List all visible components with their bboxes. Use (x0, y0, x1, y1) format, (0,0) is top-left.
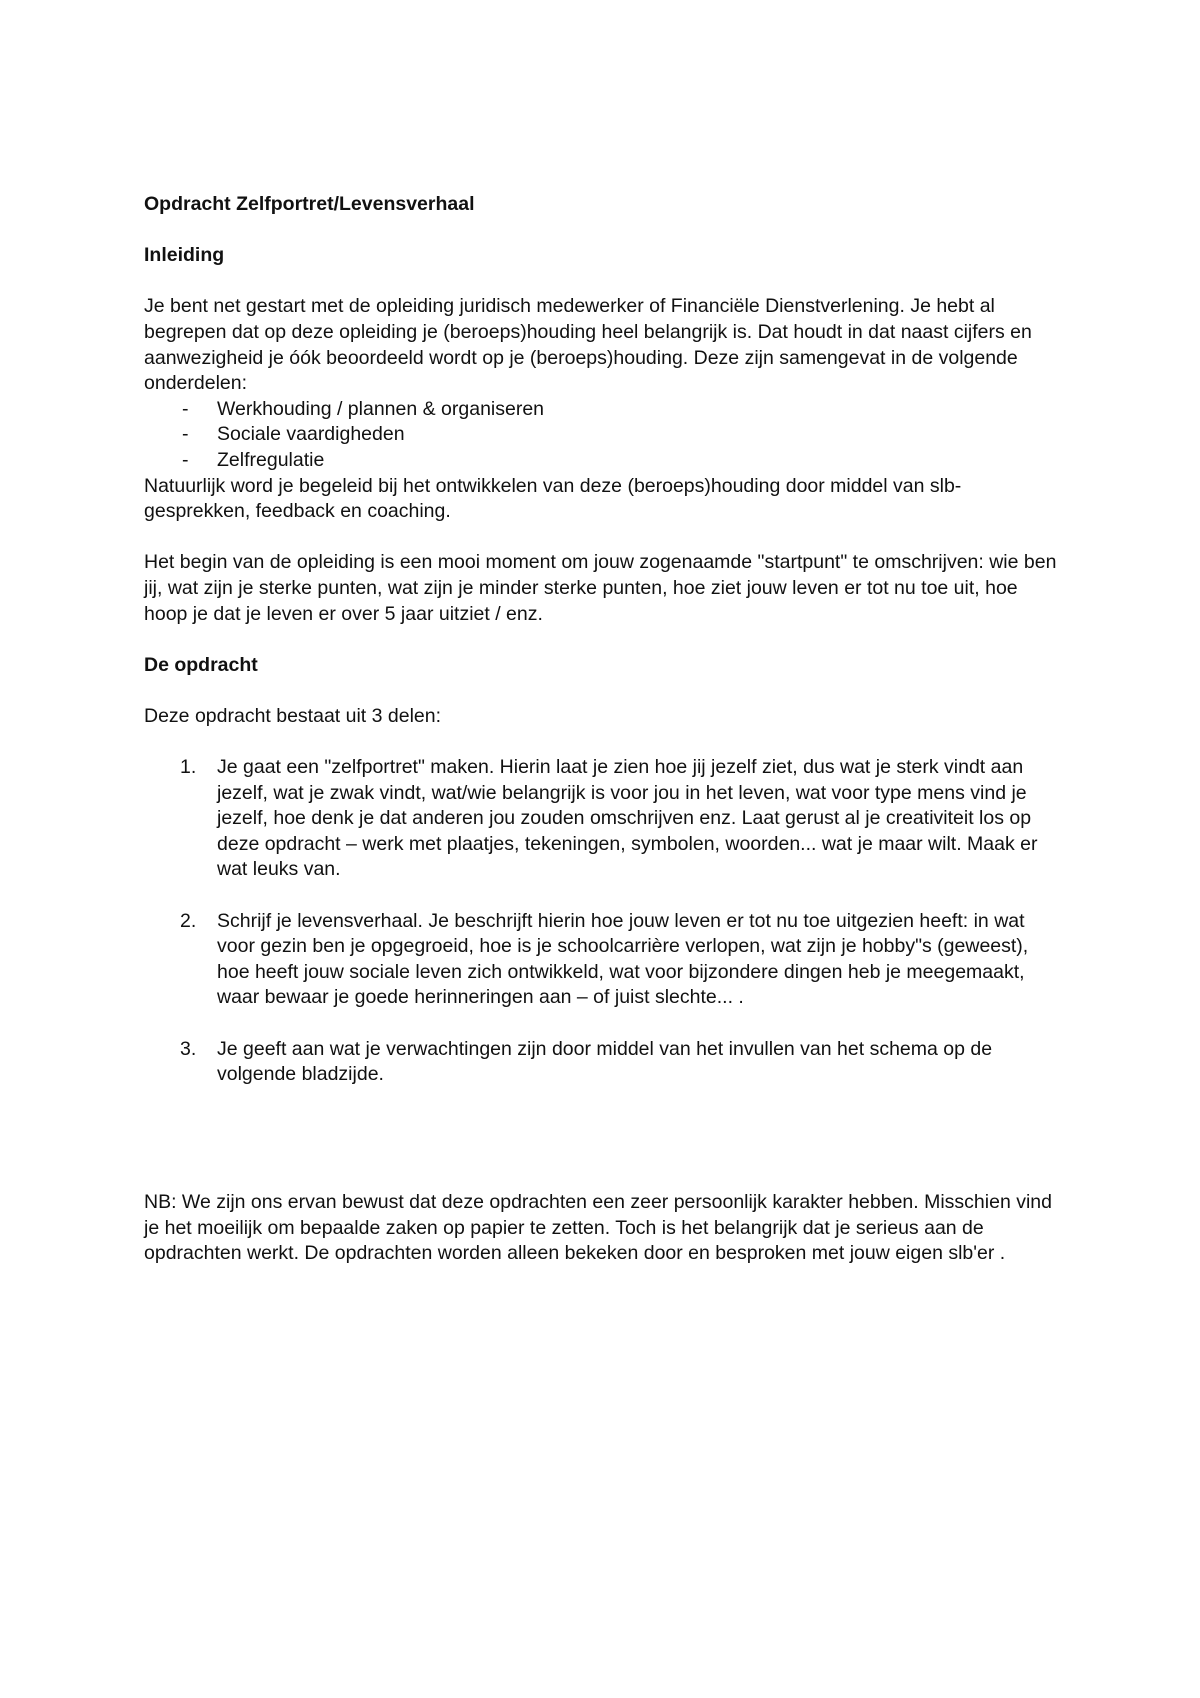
task-list (144, 755, 1064, 1088)
intro-heading: Inleiding (144, 244, 225, 267)
intro-list (144, 397, 1064, 474)
nb-paragraph: NB: We zijn ons ervan bewust dat deze opdrachten een zeer persoonlijk karakter hebben. Misschien vind je het moeilijk om bepaalde zaken op papier te zetten. Toch is het belangrijk dat je serieus aan de opdrachten werkt. De opdrachten worden alleen bekeken door en besproken met jouw eigen slb'er . (144, 1191, 1052, 1265)
list-marker: 2. (180, 909, 197, 932)
list-item (144, 397, 1064, 423)
document-title: Opdracht Zelfportret/Levensverhaal (144, 193, 475, 215)
list-item-text: Je gaat een "zelfportret" maken. Hierin laat je zien hoe jij jezelf ziet, dus wat je sterk vindt aan jezelf, wat je zwak vindt, wat/wie belangrijk is voor jou in het leven, wat voor type mens vind je jezelf, hoe denk je dat anderen jou zouden omschrijven enz. Laat gerust al je creativiteit los op deze opdracht – werk met plaatjes, tekeningen, symbolen, woorden... wat je maar wilt. Maak er wat leuks van. (217, 756, 1038, 881)
list-marker: - (182, 397, 189, 420)
paragraph-gap (144, 525, 1064, 551)
list-marker: - (182, 423, 189, 446)
list-item (144, 755, 1064, 883)
list-marker: - (182, 448, 189, 471)
task-heading: De opdracht (144, 653, 258, 676)
paragraph-gap (144, 729, 1064, 755)
list-item (144, 1037, 1064, 1088)
intro-start-paragraph: Het begin van de opleiding is een mooi moment om jouw zogenaamde "startpunt" te omschrijven: wie ben jij, wat zijn je sterke punten, wat zijn je minder sterke punten, hoe ziet jouw leven er tot nu toe uit, hoe hoop je dat je leven er over 5 jaar uitziet / enz. (144, 551, 1057, 625)
paragraph-gap (144, 627, 1064, 653)
list-marker: 1. (180, 756, 197, 779)
list-item (144, 422, 1064, 448)
list-marker: 3. (180, 1037, 197, 1060)
section-spacer (144, 1113, 1064, 1190)
list-item-text: Schrijf je levensverhaal. Je beschrijft hierin hoe jouw leven er tot nu toe uitgezien heeft: in wat voor gezin ben je opgegroeid, hoe is je schoolcarrière verlopen, wat zijn je hobby"s (geweest), hoe heeft jouw sociale leven zich ontwikkeld, wat voor bijzondere dingen heb je meegemaakt, waar bewaar je goede herinneringen aan – of juist slechte... . (217, 909, 1029, 1009)
list-item (144, 909, 1064, 1011)
intro-paragraph: Je bent net gestart met de opleiding juridisch medewerker of Financiële Dienstverlening. Je hebt al begrepen dat op deze opleiding je (beroeps)houding heel belangrijk is. Dat houdt in dat naast cijfers en aanwezigheid je óók beoordeeld wordt op je (beroeps)houding. Deze zijn samengevat in de volgende onderdelen: (144, 295, 1032, 395)
list-item-text: Zelfregulatie (217, 448, 325, 471)
list-item (144, 448, 1064, 474)
document-page (144, 192, 1064, 1267)
list-item-text: Sociale vaardigheden (217, 423, 405, 446)
list-item-text: Werkhouding / plannen & organiseren (217, 397, 545, 420)
intro-after-paragraph: Natuurlijk word je begeleid bij het ontwikkelen van deze (beroeps)houding door middel van slb-gesprekken, feedback en coaching. (144, 474, 962, 523)
task-intro-paragraph: Deze opdracht bestaat uit 3 delen: (144, 704, 442, 727)
list-item-text: Je geeft aan wat je verwachtingen zijn door middel van het invullen van het schema op de volgende bladzijde. (217, 1037, 993, 1086)
